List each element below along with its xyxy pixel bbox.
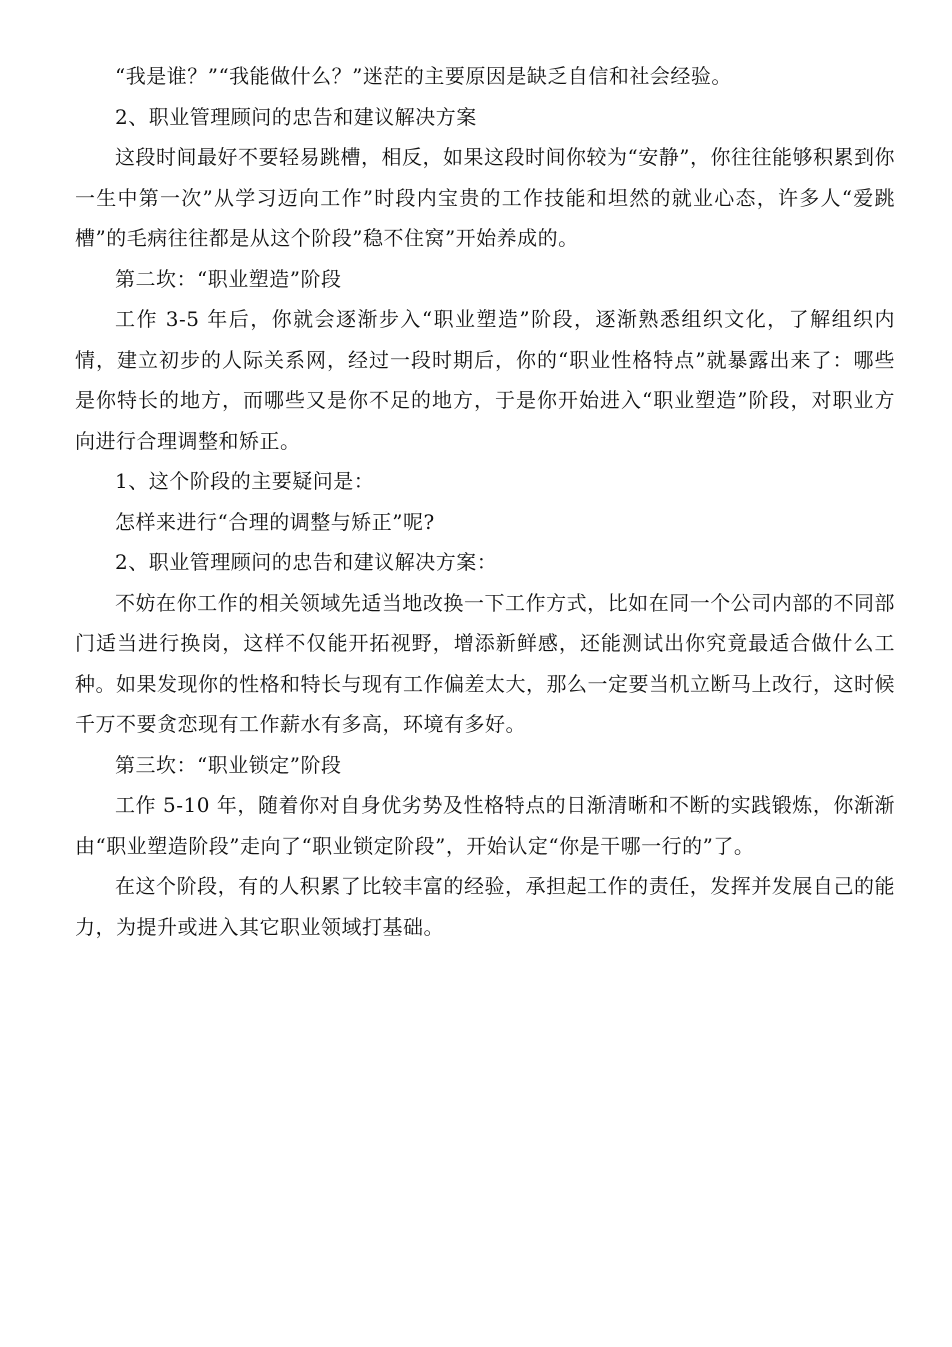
section-heading-stage-2: 第二坎：“职业塑造”阶段 — [115, 266, 342, 291]
paragraph-stage-3-detail: 在这个阶段，有的人积累了比较丰富的经验，承担起工作的责任，发挥并发展自己的能力，为提升或进入其它职业领域打基础。 — [75, 874, 895, 939]
heading-advice-1: 2、职业管理顾问的忠告和建议解决方案 — [115, 104, 477, 129]
paragraph-stage-3-description: 工作 5-10 年，随着你对自身优劣势及性格特点的日渐清晰和不断的实践锻炼，你渐渐由“职业塑造阶段”走向了“职业锁定阶段”，开始认定“你是干哪一行的”了。 — [75, 793, 895, 858]
heading-stage-2-question: 1、这个阶段的主要疑问是： — [115, 469, 375, 493]
paragraph-advice-1: 这段时间最好不要轻易跳槽，相反，如果这段时间你较为“安静”，你往往能够积累到你一生中第一次”从学习迈向工作”时段内宝贵的工作技能和坦然的就业心态，许多人“爱跳槽”的毛病往往都是从这个阶段”稳不住窝”开始养成的。 — [75, 145, 895, 250]
document-body — [75, 56, 895, 947]
paragraph-stage-2-question: 怎样来进行“合理的调整与矫正”呢? — [115, 509, 435, 534]
paragraph-advice-2: 不妨在你工作的相关领域先适当地改换一下工作方式，比如在同一个公司内部的不同部门适当进行换岗，这样不仅能开拓视野，增添新鲜感，还能测试出你究竟最适合做什么工种。如果发现你的性格和特长与现有工作偏差太大，那么一定要当机立断马上改行，这时候千万不要贪恋现有工作薪水有多高，环境有多好。 — [75, 590, 895, 736]
section-heading-stage-3: 第三坎：“职业锁定”阶段 — [115, 752, 342, 777]
heading-advice-2: 2、职业管理顾问的忠告和建议解决方案： — [115, 550, 498, 574]
paragraph-stage-2-description: 工作 3-5 年后，你就会逐渐步入“职业塑造”阶段，逐渐熟悉组织文化，了解组织内情，建立初步的人际关系网，经过一段时期后，你的“职业性格特点”就暴露出来了：哪些是你特长的地方，而哪些又是你不足的地方，于是你开始进入“职业塑造”阶段，对职业方向进行合理调整和矫正。 — [75, 307, 895, 453]
paragraph-intro-questions: “我是谁？”“我能做什么？”迷茫的主要原因是缺乏自信和社会经验。 — [115, 64, 732, 88]
